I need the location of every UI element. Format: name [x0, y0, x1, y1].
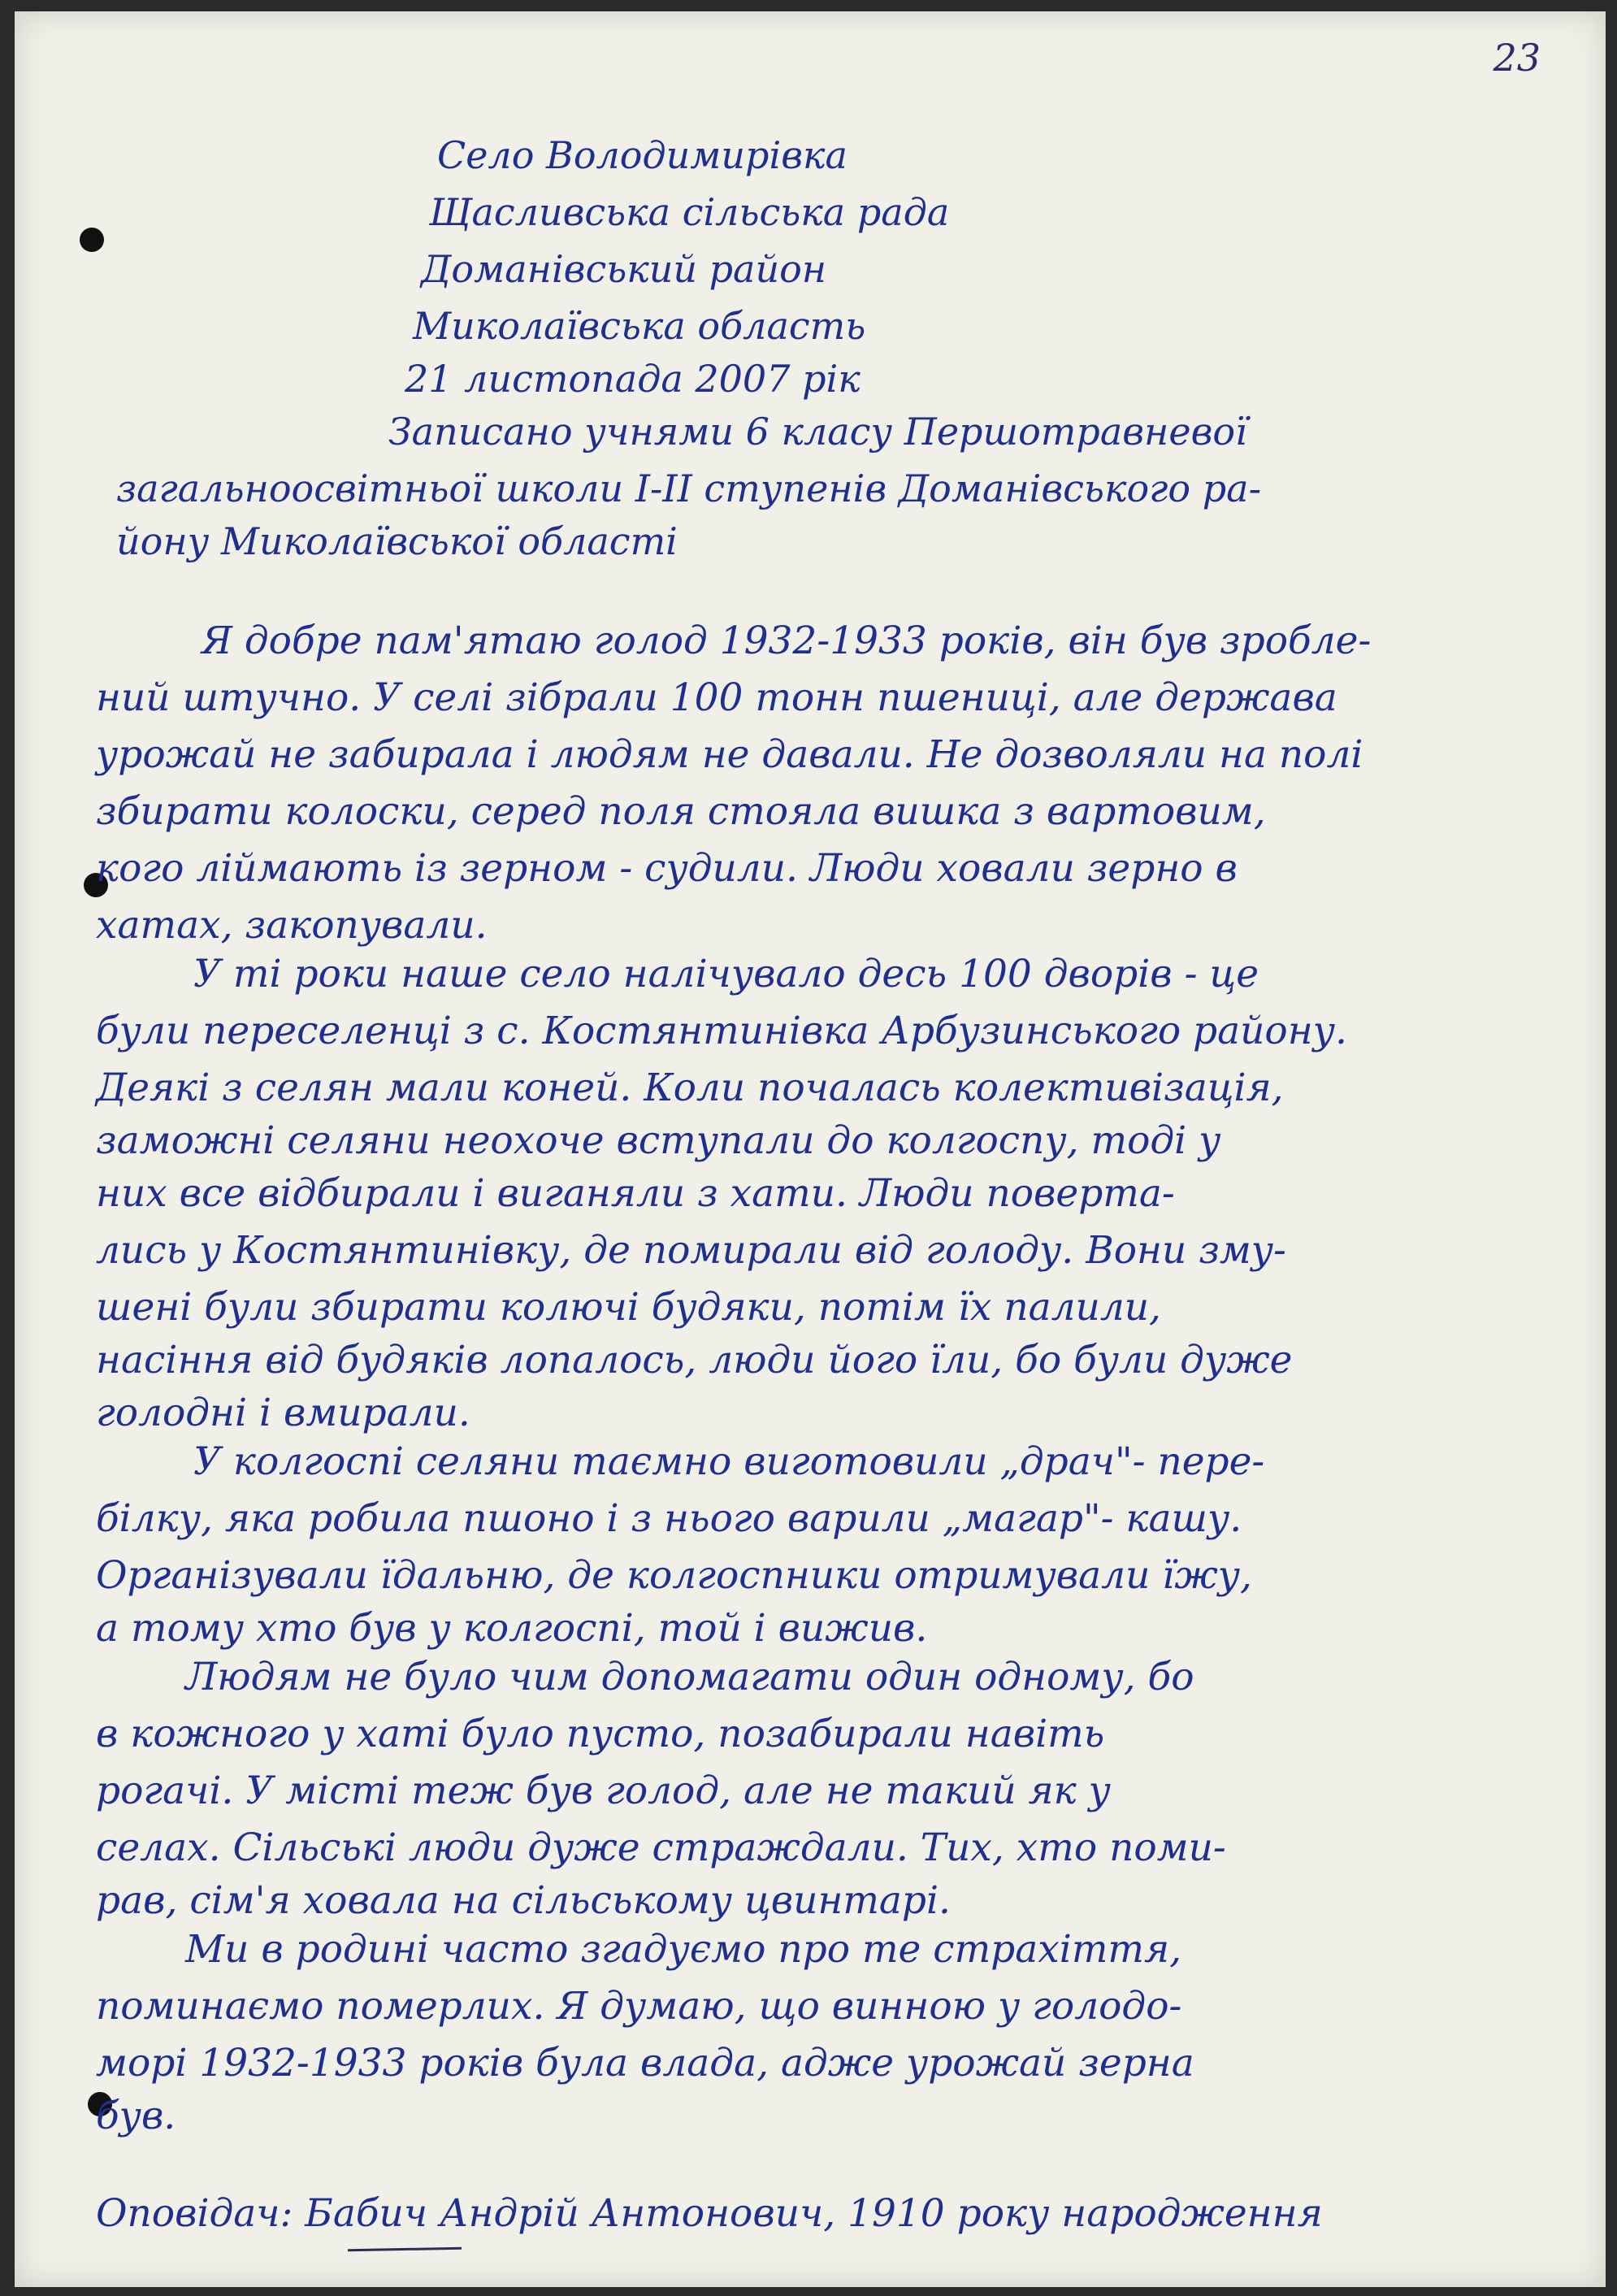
body-line: голодні і вмирали. — [96, 1391, 470, 1435]
narrator-line: Оповідач: Бабич Андрій Антонович, 1910 року народження — [96, 2191, 1323, 2236]
header-village: Село Володимирівка — [437, 133, 848, 177]
body-line: заможні селяни неохоче вступали до колгоспу, тоді у — [96, 1118, 1221, 1163]
body-line: в кожного у хаті було пусто, позабирали навіть — [96, 1712, 1105, 1756]
body-line: Ми в родині часто згадуємо про те страхіття, — [185, 1927, 1182, 1972]
body-line: поминаємо померлих. Я думаю, що винною у голодо- — [96, 1984, 1182, 2029]
body-line: а тому хто був у колгоспі, той і вижив. — [96, 1606, 928, 1651]
body-line: був. — [96, 2094, 176, 2138]
page-number: 23 — [1493, 36, 1541, 80]
body-line: них все відбирали і виганяли з хати. Люди поверта- — [96, 1171, 1175, 1216]
body-line: селах. Сільські люди дуже страждали. Тих, хто поми- — [96, 1825, 1226, 1870]
body-line: Організували їдальню, де колгоспники отримували їжу, — [96, 1553, 1252, 1598]
header-region: Миколаївська область — [413, 304, 866, 348]
header-school-cont: йону Миколаївської області — [116, 519, 678, 563]
header-council: Щасливська сільська рада — [429, 190, 950, 234]
body-line: збирати колоски, серед поля стояла вишка з вартовим, — [96, 789, 1266, 834]
body-line: рав, сім'я ховала на сільському цвинтарі. — [96, 1878, 951, 1923]
testimony-text — [15, 11, 1606, 2287]
header-date: 21 листопада 2007 рік — [405, 357, 861, 401]
body-line: насіння від будяків лопалось, люди його їли, бо були дуже — [96, 1338, 1293, 1382]
body-line: білку, яка робила пшоно і з нього варили „магар"- кашу. — [96, 1496, 1242, 1541]
body-line: морі 1932-1933 років була влада, адже урожай зерна — [96, 2041, 1194, 2085]
document-page — [15, 11, 1606, 2287]
body-line: шені були збирати колючі будяки, потім їх палили, — [96, 1285, 1161, 1330]
header-district: Доманівський район — [421, 247, 827, 291]
body-line: були переселенці з с. Костянтинівка Арбузинського району. — [96, 1009, 1347, 1053]
body-line: У колгоспі селяни таємно виготовили „драч"- пере- — [193, 1439, 1265, 1484]
header-recorded-by: Записано учнями 6 класу Першотравневої — [388, 410, 1247, 454]
header-school: загальноосвітньої школи І-ІІ ступенів Доманівського ра- — [116, 467, 1262, 510]
body-line: хатах, закопували. — [96, 903, 488, 948]
body-line: кого ліймають із зерном - судили. Люди ховали зерно в — [96, 846, 1238, 891]
body-line: рогачі. У місті теж був голод, але не такий як у — [96, 1769, 1111, 1813]
body-line: лись у Костянтинівку, де помирали від голоду. Вони зму- — [96, 1228, 1286, 1273]
body-line: урожай не забирала і людям не давали. Не дозволяли на полі — [96, 732, 1363, 777]
body-line: Деякі з селян мали коней. Коли почалась колективізація, — [96, 1066, 1284, 1110]
body-line: ний штучно. У селі зібрали 100 тонн пшениці, але держава — [96, 675, 1337, 720]
body-line: У ті роки наше село налічувало десь 100 дворів - це — [193, 952, 1259, 996]
body-line: Я добре пам'ятаю голод 1932-1933 років, він був зробле- — [202, 618, 1372, 663]
body-line: Людям не було чим допомагати один одному, бо — [185, 1655, 1194, 1699]
